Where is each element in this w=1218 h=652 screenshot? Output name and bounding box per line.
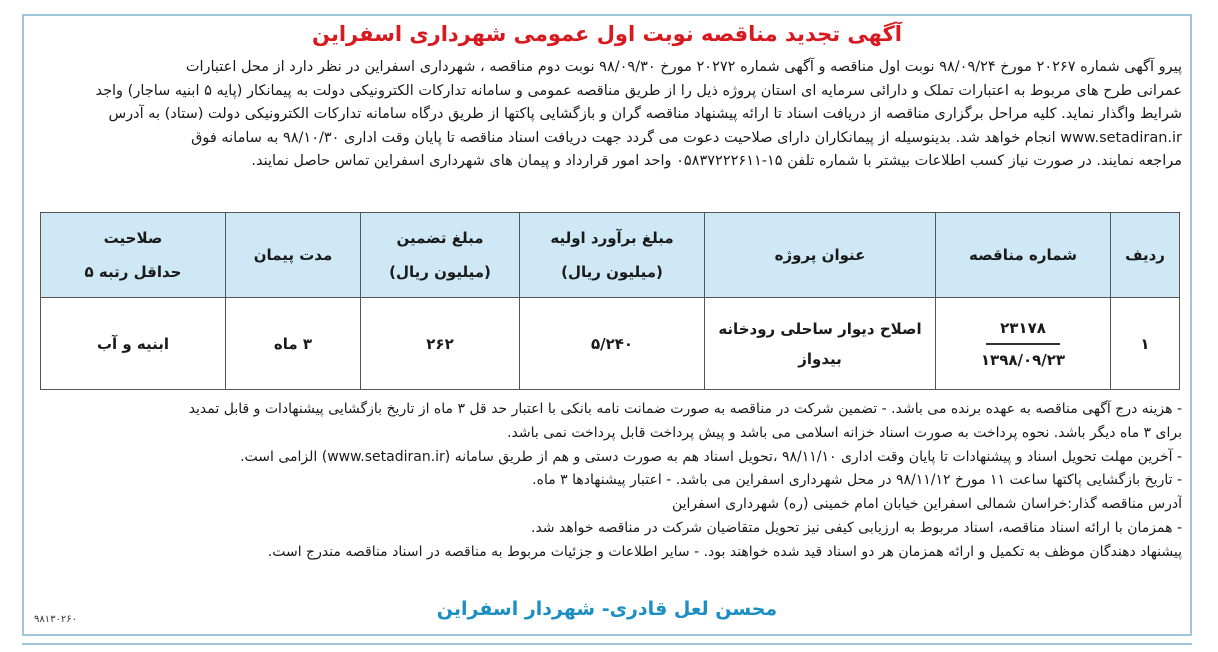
intro-line: پیرو آگهی شماره ۲۰۲۶۷ مورخ ۹۸/۰۹/۲۴ نوبت اول مناقصه و آگهی شماره ۲۰۲۷۲ مورخ ۹۸/۰۹/۳۰ نوبت دوم مناقصه ، شهرداری اسفراین در نظر دارد از محل اعتبارات <box>185 59 1182 75</box>
bottom-divider <box>22 643 1192 645</box>
cell-tender-number <box>936 298 1111 390</box>
note-line: آدرس مناقصه گذار:خراسان شمالی اسفراین خیابان امام خمینی (ره) شهرداری اسفراین <box>671 496 1182 513</box>
signature: محسن لعل قادری- شهردار اسفراین <box>436 598 778 620</box>
note-line: - همزمان با ارائه اسناد مناقصه، اسناد مربوط به ارزیابی کیفی نیز تحویل متقاضیان شرکت در مناقصه خواهد شد. <box>531 519 1182 536</box>
note-line: پیشنهاد دهندگان موظف به تکمیل و ارائه همزمان هر دو اسناد قید شده خواهند بود. - سایر اطلاعات و جزئیات مربوط به مناقصه در اسناد مناقصه مندرج است. <box>267 543 1182 560</box>
header-project-title: عنوان پروژه <box>705 213 936 298</box>
note-line: برای ۳ ماه دیگر باشد. نحوه پرداخت به صورت اسناد خزانه اسلامی می باشد و پیش پرداخت قابل پرداخت نمی باشد. <box>507 424 1182 441</box>
tender-table <box>40 212 1180 390</box>
intro-line: شرایط واگذار نماید. کلیه مراحل برگزاری مناقصه از دریافت اسناد تا ارائه پیشنهاد مناقصه گران و بازگشایی پاکتها از طریق درگاه سامانه تدارکات الکترونیکی دولت (ستاد) به آدرس <box>108 106 1182 122</box>
cell-duration: ۳ ماه <box>226 298 361 390</box>
tender-number: ۲۳۱۷۸ <box>986 313 1060 345</box>
cell-guarantee: ۲۶۲ <box>361 298 520 390</box>
header-row-number: ردیف <box>1111 213 1180 298</box>
intro-line: عمرانی طرح های مربوط به اعتبارات تملک و دارائی سرمایه ای استان پروژه ذیل را از طریق مناقصه عمومی و سامانه تدارکات الکترونیکی دولت به پیمانکار (پایه ۵ ابنیه ساجار) واجد <box>95 82 1182 99</box>
header-tender-number: شماره مناقصه <box>936 213 1111 298</box>
header-duration: مدت پیمان <box>226 213 361 298</box>
intro-line: مراجعه نمایند. در صورت نیاز کسب اطلاعات بیشتر با شماره تلفن ۱۵-۰۵۸۳۷۲۲۲۶۱۱ واحد امور قرارداد و پیمان های شهرداری اسفراین تماس حاصل نمایند. <box>251 153 1182 169</box>
intro-paragraph <box>36 56 1182 174</box>
note-line: - آخرین مهلت تحویل اسناد و پیشنهادات تا پایان وقت اداری ۹۸/۱۱/۱۰ ،تحویل اسناد هم به صورت دستی و هم از طریق سامانه (www.setadiran.ir) الزامی است. <box>240 448 1182 465</box>
header-qualification: صلاحیت حداقل رتبه ۵ <box>41 213 226 298</box>
cell-project-title: اصلاح دیوار ساحلی رودخانه بیدواز <box>705 298 936 390</box>
notes-section <box>36 398 1182 565</box>
cell-estimate: ۵/۲۴۰ <box>520 298 705 390</box>
note-line: - هزینه درج آگهی مناقصه به عهده برنده می باشد. - تضمین شرکت در مناقصه به صورت ضمانت نامه بانکی با اعتبار حد قل ۳ ماه از تاریخ بازگشایی پیشنهادات و قابل تمدید <box>188 401 1182 417</box>
header-estimate: مبلغ برآورد اولیه (میلیون ریال) <box>520 213 705 298</box>
table-row <box>41 298 1180 390</box>
tender-date: ۱۳۹۸/۰۹/۲۳ <box>980 350 1066 369</box>
intro-line: www.setadiran.ir انجام خواهد شد. بدینوسیله از پیمانکاران دارای صلاحیت دعوت می گردد جهت دریافت اسناد مناقصه تا پایان وقت اداری ۹۸/۱۰/۳۰ به سامانه فوق <box>191 129 1182 146</box>
header-guarantee: مبلغ تضمین (میلیون ریال) <box>361 213 520 298</box>
cell-row-number: ۱ <box>1111 298 1180 390</box>
cell-qualification: ابنیه و آب <box>41 298 226 390</box>
notice-title: آگهی تجدید مناقصه نوبت اول عمومی شهرداری اسفراین <box>312 22 902 46</box>
reference-number: ۹۸۱۳۰۲۶۰ <box>34 614 77 625</box>
table-header-row <box>41 213 1180 298</box>
note-line: - تاریخ بازگشایی پاکتها ساعت ۱۱ مورخ ۹۸/۱۱/۱۲ در محل شهرداری اسفراین می باشد. - اعتبار پیشنهادها ۳ ماه. <box>532 472 1182 489</box>
